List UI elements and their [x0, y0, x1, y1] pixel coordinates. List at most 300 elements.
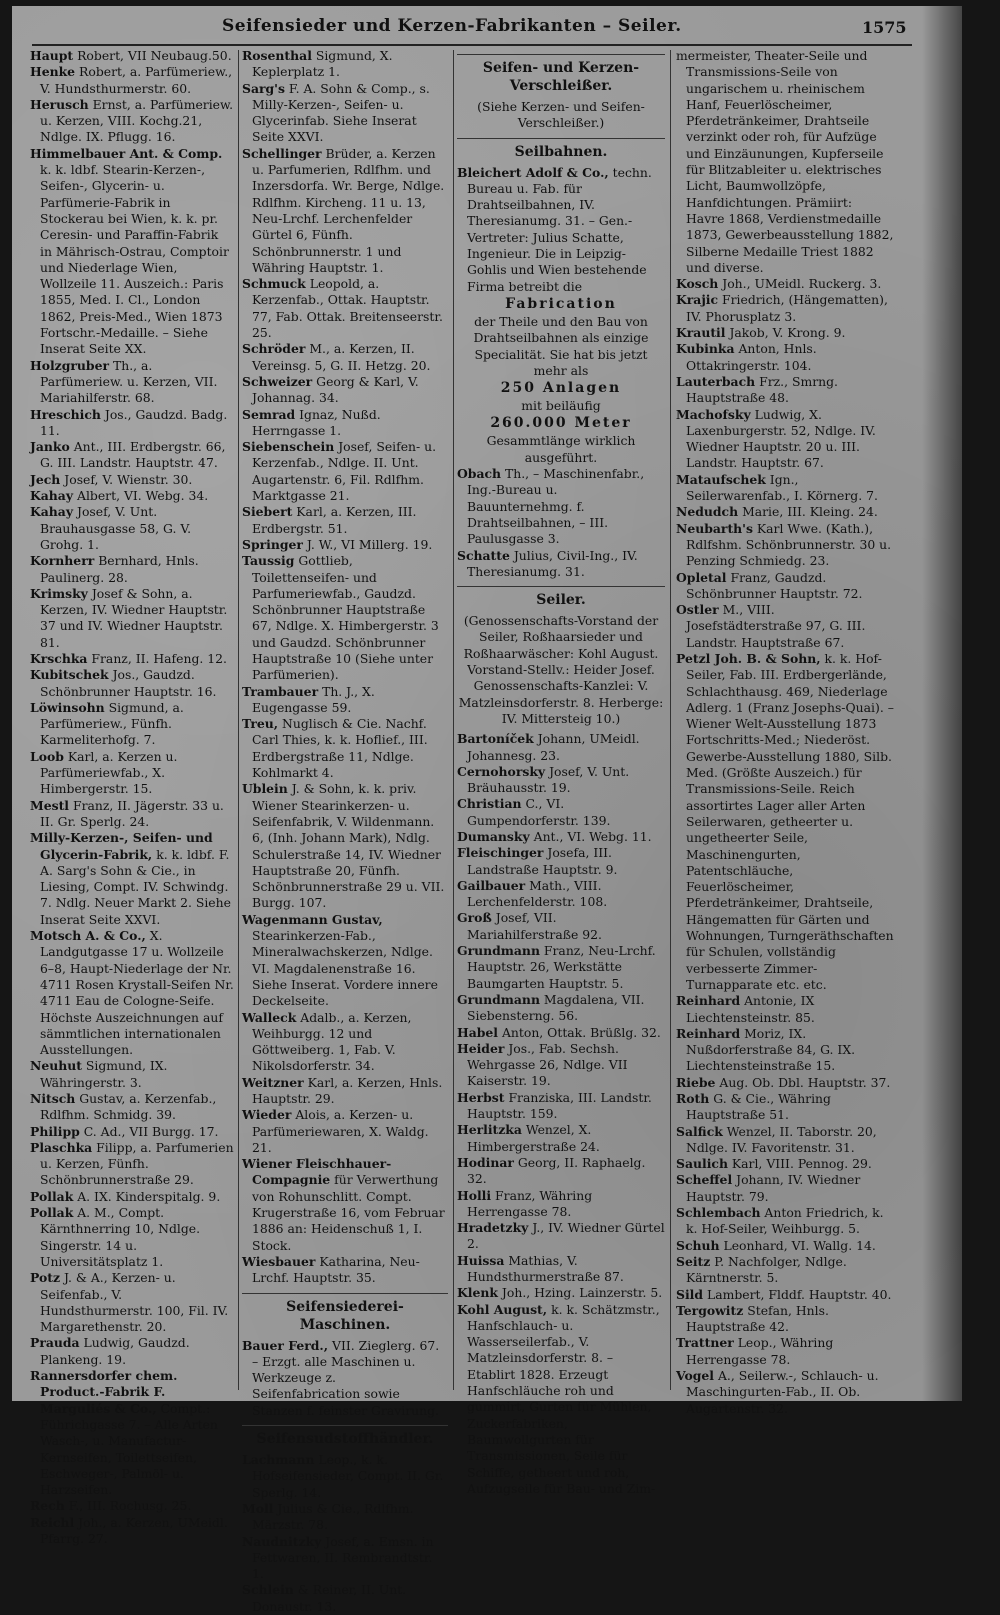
entry-name: Schweizer — [242, 373, 313, 389]
directory-entry — [457, 764, 665, 797]
entry-name: Fleischinger — [457, 845, 544, 861]
directory-entry — [676, 1156, 894, 1172]
entry-text: Johann, UMeidl. Johannesg. 23. — [467, 731, 640, 763]
entry-text: A. M., Compt. Kärnthnerring 10, Ndlge. Singerstr. 14 u. Universitätsplatz 1. — [40, 1205, 201, 1269]
entry-name: Herusch — [30, 96, 89, 112]
entry-name: Salfick — [676, 1123, 723, 1139]
entry-name: Rech — [30, 1498, 65, 1514]
entry-text: Sigmund, IX. Währingerstr. 3. — [40, 1058, 168, 1090]
entry-text: Franz, Gaudzd. Schönbrunner Hauptstr. 72. — [686, 569, 863, 601]
entry-text: VII. Zieglerg. 67. – Erzgt. alle Maschinen u. Werkzeuge z. Seifenfabrication sowie Stanzen f. feinster Gravirung. — [252, 1337, 440, 1418]
entry-text: Josef & Sohn, a. Kerzen, IV. Wiedner Hauptstr. 37 und IV. Wiedner Hauptstr. 81. — [40, 585, 228, 650]
entry-text: Robert, VII Neubaug.50. — [77, 48, 232, 63]
entry-name: Hreschich — [30, 406, 101, 422]
entry-text: G. & Cie., Währing Hauptstraße 51. — [686, 1091, 831, 1123]
entry-text: für Verwerthung von Rohunschlitt. Compt. Krugerstraße 16, vom Februar 1886 an: Heidenschuß 1, I. Stock. — [252, 1172, 445, 1253]
entry-name: Schlein — [242, 1582, 294, 1598]
directory-entry — [457, 1253, 665, 1286]
directory-entry — [242, 1010, 448, 1075]
entry-text: Marie, III. Kleing. 24. — [742, 504, 878, 520]
entry-text: C., VI. Gumpendorferstr. 139. — [467, 796, 611, 828]
section-heading: Seilbahnen. — [457, 138, 665, 161]
entry-text: k. k. ldbf. F. A. Sarg's Sohn & Cie., in Liesing, Compt. IV. Schwindg. 7. Ndlg. Neuer Markt 2. Siehe Inserat Seite XXVI. — [40, 846, 231, 927]
entry-name: Grundmann — [457, 991, 540, 1007]
advertisement-line: 260.000 Meter — [490, 415, 632, 432]
directory-entry — [676, 1075, 894, 1091]
entry-text: Josefa, III. Landstraße Hauptstr. 9. — [467, 845, 618, 877]
directory-entry — [457, 845, 665, 878]
entry-name: Seitz — [676, 1253, 711, 1269]
entry-text: Franziska, III. Landstr. Hauptstr. 159. — [467, 1089, 652, 1122]
entry-text: Georg, II. Raphaelg. 32. — [467, 1154, 646, 1187]
entry-text: J. & A., Kerzen- u. Seifenfab., V. Hundsthurmerstr. 100, Fil. IV. Margarethenstr. 20. — [40, 1270, 229, 1335]
entry-text: Franz, Währing Herrengasse 78. — [467, 1187, 593, 1219]
entry-text: Karl, a. Kerzen u. Parfümeriewfab., X. Himbergerstr. 15. — [40, 748, 178, 797]
entry-name: Henke — [30, 64, 76, 80]
directory-entry — [30, 1091, 234, 1124]
entry-name: Wiener Fleischhauer-Compagnie — [242, 1156, 392, 1188]
entry-text: Nuglisch & Cie. Nachf. Carl Thies, k. k. Hoflief., III. Erdbergstraße 11, Ndlge. Kohlmarkt 4. — [252, 716, 428, 781]
directory-entry — [676, 1303, 894, 1336]
directory-entry — [30, 407, 234, 440]
column-divider — [453, 50, 454, 1390]
entry-name: Vogel — [676, 1368, 714, 1384]
directory-entry — [242, 1075, 448, 1108]
entry-name: Moll — [242, 1500, 274, 1516]
entry-name: Siebert — [242, 504, 293, 520]
entry-text: Gottlieb, Toilettenseifen- und Parfumeriewfab., Gaudzd. Schönbrunner Hauptstraße 67, Ndlge. X. Himbergerstr. 3 und Gaudzd. Schönbrunner Hauptstraße 10 (Siehe unter Parfümerien). — [252, 553, 439, 683]
entry-name: Cernohorsky — [457, 763, 546, 779]
directory-entry — [30, 1124, 234, 1140]
section-heading: Seifen- und Kerzen-Verschleißer. — [457, 54, 665, 95]
entry-text: mermeister, Theater-Seile und Transmissions-Seile von ungarischem u. rheinischem Hanf, Feuerlöscheimer, Pferdetränkeimer, Drahtseile verzinkt oder roh, für Aufzüge und Einzäunungen, Kupferseile für Blitzableiter u. elektrisches Licht, Baumwollzöpfe, Hanfdichtungen. Prämiirt: Havre 1868, Verdienstmedaille 1873, Gewerbeausstellung 1882, Silberne Medaille Triest 1882 und diverse. — [676, 48, 894, 275]
entry-text: Jos., Fab. Sechsh. Wehrgasse 26, Ndlge. VII Kaiserstr. 19. — [467, 1040, 628, 1089]
entry-name: Christian — [457, 796, 522, 812]
directory-entry — [457, 1285, 665, 1301]
directory-entry — [676, 1287, 894, 1303]
section-note: (Siehe Kerzen- und Seifen-Verschleißer.) — [477, 99, 645, 131]
entry-name: Kohl August, — [457, 1301, 548, 1317]
entry-text: Antonie, IX Liechtensteinstr. 85. — [686, 993, 815, 1025]
directory-entry — [676, 602, 894, 651]
directory-entry — [242, 1338, 448, 1419]
directory-entry — [457, 829, 665, 845]
entry-name: Tergowitz — [676, 1302, 744, 1318]
entry-text: Josef, Seifen- u. Kerzenfab., Ndlge. II. Unt. Augartenstr. 6, Fil. Rdlfhm. Marktgasse 21. — [252, 439, 437, 504]
entry-text: Karl, VIII. Pennog. 29. — [731, 1156, 872, 1172]
entry-text: J., IV. Wiedner Gürtel 2. — [467, 1220, 665, 1252]
entry-text: Ignaz, Nußd. Herrngasse 1. — [252, 406, 381, 438]
entry-text: Franz, Neu-Lrchf. Hauptstr. 26, Werkstätte Baumgarten Hauptstr. 5. — [467, 943, 656, 991]
entry-name: Motsch A. & Co., — [30, 928, 146, 944]
entry-text: X. Landgutgasse 17 u. Wollzeile 6–8, Haupt-Niederlage der Nr. 4711 Rosen Krystall-Seifen Nr. 4711 Eau de Cologne-Seife. Höchste Auszeichnungen auf sämmtlichen internationalen Ausstellungen. — [40, 928, 234, 1058]
entry-name: Mestl — [30, 797, 70, 813]
entry-name: Ublein — [242, 781, 288, 797]
entry-text: Wenzel, X. Himbergerstraße 24. — [467, 1122, 600, 1154]
directory-entry — [457, 165, 665, 295]
entry-text: Magdalena, VII. Siebensterng. 56. — [467, 991, 645, 1024]
entry-text: Ludwig, X. Laxenburgerstr. 52, Ndlge. IV. Wiedner Hauptstr. 20 u. III. Landstr. Hauptstr. 67. — [686, 406, 876, 471]
directory-entry — [242, 341, 448, 374]
directory-entry — [676, 292, 894, 325]
entry-text: Josef, V. Unt. Bräuhausstr. 19. — [467, 763, 630, 796]
directory-entry — [676, 472, 894, 505]
entry-text: Leonhard, VI. Wallg. 14. — [723, 1237, 876, 1253]
section-note: (Genossenschafts-Vorstand der Seiler, Roßhaarsieder und Roßhaarwäscher: Kohl August. Vorstand-Stellv.: Heider Josef. Genossenschafts-Kanzlei: V. Matzleinsdorferstr. 8. Herberge: IV. Mittersteig 10.) — [458, 613, 664, 726]
directory-entry — [30, 64, 234, 97]
directory-entry — [242, 439, 448, 504]
directory-entry — [30, 1189, 234, 1205]
directory-entry — [242, 48, 448, 81]
directory-entry — [457, 1025, 665, 1041]
directory-entry — [676, 521, 894, 570]
entry-name: Krautil — [676, 325, 726, 341]
entry-text: Julius & Cie., Rdlfhm. Märzstr. 78. — [252, 1500, 414, 1533]
directory-entry — [242, 912, 448, 1010]
entry-text: Joh., Hzing. Lainzerstr. 5. — [501, 1285, 663, 1301]
directory-entry — [30, 472, 234, 488]
entry-text: Anton Friedrich, k. k. Hof-Seiler, Weihburgg. 5. — [686, 1205, 884, 1237]
entry-text: Katharina, Neu-Lrchf. Hauptstr. 35. — [252, 1253, 420, 1286]
entry-name: Neuhut — [30, 1058, 82, 1074]
entry-name: Rosenthal — [242, 48, 312, 63]
entry-name: Roth — [676, 1091, 710, 1106]
directory-entry — [30, 488, 234, 504]
directory-entry — [242, 1254, 448, 1287]
entry-name: Krimsky — [30, 585, 88, 601]
entry-text: Th. J., X. Eugengasse 59. — [252, 683, 375, 715]
page-number: 1575 — [862, 18, 907, 37]
directory-entry — [30, 586, 234, 651]
directory-entry — [30, 439, 234, 472]
entry-name: Sarg's — [242, 80, 285, 96]
entry-name: Klenk — [457, 1285, 498, 1301]
directory-entry — [676, 1368, 894, 1417]
entry-name: Pollak — [30, 1188, 74, 1204]
directory-entry — [30, 1498, 234, 1514]
entry-name: Grundmann — [457, 943, 540, 959]
entry-name: Bleichert Adolf & Co., — [457, 164, 609, 180]
directory-entry — [676, 504, 894, 520]
entry-text: techn. Bureau u. Fab. für Drahtseilbahnen, IV. Theresianumg. 31. – Gen.-Vertreter: Julius Schatte, Ingenieur. Die in Leipzig-Gohlis und Wien bestehende Firma betreibt die — [467, 164, 652, 294]
directory-entry — [30, 700, 234, 749]
entry-name: Herbst — [457, 1089, 505, 1105]
entry-name: Heider — [457, 1040, 505, 1056]
directory-entry — [676, 1091, 894, 1124]
entry-name: Schmuck — [242, 276, 306, 292]
directory-entry — [242, 716, 448, 781]
directory-entry — [676, 407, 894, 472]
entry-text: Anton, Ottak. Brüßlg. 32. — [501, 1024, 661, 1040]
entry-text: Jos., Gaudzd. Badg. 11. — [40, 406, 228, 438]
entry-name: Sild — [676, 1286, 704, 1302]
entry-text: A., Seilerw.-, Schlauch- u. Maschingurten-Fab., II. Ob. Augartenstr. 32. — [686, 1368, 879, 1416]
directory-entry — [676, 1238, 894, 1254]
entry-text: Josef, V. Wienstr. 30. — [64, 471, 193, 487]
entry-text: Ludwig, Gaudzd. Plankeng. 19. — [40, 1335, 190, 1367]
directory-entry — [242, 1156, 448, 1254]
entry-text: P. Nachfolger, Ndlge. Kärntnerstr. 5. — [686, 1253, 847, 1286]
directory-entry — [457, 466, 665, 547]
entry-text: k. k. Hof-Seiler, Fab. III. Erdbergerlände, Schlachthausg. 469, Niederlage Adlerg. 1 (Franz Josephs-Quai). – Wiener Welt-Ausstellung 1873 Fortschritts-Med.; Niederöst. Gewerbe-Ausstellung 1880, Silb. Med. (Größte Auszeich.) für Transmissions-Seile. Reich assortirtes Lager aller Arten Seilerwaren, getheerter u. ungetheerter Seile, Maschinengurten, Patentschläuche, Feuerlöscheimer, Pferdetränkeimer, Drahtseile, Hängematten für Gärten und Wohnungen, Turngeräthschaften für Schulen, vollständig verbesserte Zimmer-Turnapparate etc. etc. — [686, 650, 894, 992]
directory-entry — [676, 993, 894, 1026]
entry-name: Janko — [30, 439, 70, 455]
entry-text: Brüder, a. Kerzen u. Parfumerien, Rdlfhm. und Inzersdorfa. Wr. Berge, Ndlge. Rdlfhm. Kircheng. 11 u. 13, Neu-Lrchf. Lerchenfelder Gürtel 6, Fünfh. Schönbrunnerstr. 1 und Währing Hauptstr. 1. — [252, 145, 445, 275]
entry-text: Alois, a. Kerzen- u. Parfümeriewaren, X. Waldg. 21. — [252, 1107, 429, 1155]
entry-text: Karl, a. Kerzen, III. Erdbergstr. 51. — [252, 504, 417, 536]
entry-text: Leop., Währing Herrengasse 78. — [686, 1335, 834, 1367]
entry-text: Ernst, a. Parfümeriew. u. Kerzen, VIII. Kochg.21, Ndlge. IX. Pflugg. 16. — [40, 96, 234, 145]
entry-name: Plaschka — [30, 1139, 93, 1155]
entry-name: Semrad — [242, 406, 296, 422]
column-divider — [670, 50, 671, 1390]
entry-name: Hradetzky — [457, 1220, 529, 1236]
directory-entry — [676, 374, 894, 407]
directory-entry — [457, 731, 665, 764]
directory-entry — [676, 341, 894, 374]
entry-name: Nedudch — [676, 504, 739, 520]
directory-entry — [457, 910, 665, 943]
directory-entry — [30, 97, 234, 146]
entry-name: Schuh — [676, 1237, 720, 1253]
directory-entry — [242, 1452, 448, 1501]
entry-name: Obach — [457, 466, 502, 482]
directory-entry — [457, 943, 665, 992]
entry-text: Sigmund, a. Parfümeriew., Fünfh. Karmeliterhofg. 7. — [40, 699, 184, 748]
entry-name: Taussig — [242, 553, 295, 569]
entry-name: Haupt — [30, 48, 74, 63]
entry-text: M., VIII. Josefstädterstraße 97, G. III. Landstr. Hauptstraße 67. — [686, 602, 866, 650]
entry-name: Schatte — [457, 547, 510, 563]
entry-name: Mataufschek — [676, 471, 766, 487]
directory-entry — [676, 1124, 894, 1157]
section-heading: Seifensiederei-Maschinen. — [242, 1293, 448, 1334]
entry-text: Gustav, a. Kerzenfab., Rdlfhm. Schmidg. 39. — [40, 1091, 217, 1123]
entry-name: Saulich — [676, 1156, 728, 1172]
entry-name: Walleck — [242, 1009, 297, 1025]
directory-entry — [457, 1041, 665, 1090]
directory-entry — [30, 1270, 234, 1335]
entry-name: Himmelbauer Ant. & Comp. — [30, 145, 223, 161]
entry-text: Franz, II. Jägerstr. 33 u. II. Gr. Sperlg. 24. — [40, 797, 224, 829]
entry-name: Milly-Kerzen-, Seifen- und Glycerin-Fabrik, — [30, 830, 213, 862]
section-heading: Seiler. — [457, 586, 665, 609]
directory-entry — [30, 146, 234, 358]
entry-text: Math., VIII. Lerchenfelderstr. 108. — [467, 877, 608, 910]
entry-name: Prauda — [30, 1335, 80, 1351]
entry-text: Ant., VI. Webg. 11. — [533, 828, 652, 844]
entry-name: Scheffel — [676, 1172, 733, 1188]
entry-text: Julius, Civil-Ing., IV. Theresianumg. 31. — [467, 547, 638, 579]
directory-entry — [457, 1220, 665, 1253]
entry-name: Kubitschek — [30, 667, 109, 683]
directory-page — [12, 6, 962, 1614]
entry-text: Th., – Maschinenfabr., Ing.-Bureau u. Bauunternehmg. f. Drahtseilbahnen, – III. Paulusgasse 3. — [467, 466, 645, 547]
entry-text: k. k. Schätzmstr., Hanfschlauch- u. Wasserseilerfab., V. Matzleinsdorferstr. 8. – Etablirt 1828. Erzeugt Hanfschläuche roh und gummirt, Gurten für Mühlen, Zuckerfabriken, Baumwollgurten für Transmissionen, Seile für Schiffe, getheert und roh, Aufzugseile für Bau- und Zim- — [467, 1301, 660, 1496]
directory-entry — [457, 796, 665, 829]
directory-entry — [676, 1026, 894, 1075]
entry-text: Karl Wwe. (Kath.), Rdlfshm. Schönbrunnerstr. 30 u. Penzing Schmiedg. 23. — [686, 520, 892, 569]
entry-name: Rannersdorfer chem. Product.-Fabrik F. Marguliés & Co., — [30, 1368, 178, 1416]
entry-text: M., a. Kerzen, II. Vereinsg. 5, G. II. Hetzg. 20. — [252, 341, 431, 373]
entry-name: Reinhard — [676, 1025, 741, 1041]
entry-name: Herlitzka — [457, 1122, 522, 1138]
entry-name: Holli — [457, 1187, 492, 1203]
entry-name: Kubinka — [676, 341, 735, 357]
entry-name: Treu, — [242, 716, 279, 732]
entry-text: Th., a. Parfümeriew. u. Kerzen, VII. Mariahilferstr. 68. — [40, 357, 218, 406]
directory-entry — [30, 798, 234, 831]
column-2 — [242, 48, 448, 1614]
directory-entry — [457, 1090, 665, 1123]
entry-text: Lambert, Flddf. Hauptstr. 40. — [706, 1286, 892, 1302]
entry-name: Kosch — [676, 276, 719, 292]
directory-entry — [30, 667, 234, 700]
directory-entry — [457, 878, 665, 911]
entry-text: Filipp, a. Parfumerien u. Kerzen, Fünfh. Schönbrunnerstraße 29. — [40, 1139, 234, 1188]
directory-entry — [676, 325, 894, 341]
directory-entry — [242, 1501, 448, 1534]
directory-entry — [30, 553, 234, 586]
directory-entry — [242, 407, 448, 440]
directory-entry — [30, 651, 234, 667]
entry-name: Trambauer — [242, 683, 319, 699]
directory-entry — [242, 537, 448, 553]
entry-text: Leop., k. k. Hofseifensieder, Compt. II. Gr. Sperlg. 14. — [252, 1452, 444, 1500]
directory-entry — [242, 553, 448, 683]
entry-text: F., III. Rochusg. 25. — [68, 1498, 192, 1514]
directory-entry — [242, 374, 448, 407]
entry-text: Joh., UMeidl. Ruckerg. 3. — [722, 276, 882, 292]
entry-text: Moriz, IX. Nußdorferstraße 84, G. IX. Liechtensteinstraße 15. — [686, 1025, 856, 1074]
directory-entry — [30, 1515, 234, 1548]
entry-text: Ign., Seilerwarenfab., I. Körnerg. 7. — [686, 471, 878, 504]
directory-entry — [30, 830, 234, 928]
entry-text: Mathias, V. Hundsthurmerstraße 87. — [467, 1252, 624, 1284]
entry-name: Wagenmann Gustav, — [242, 911, 383, 927]
directory-entry — [242, 146, 448, 276]
directory-entry — [676, 570, 894, 603]
entry-name: Kornherr — [30, 553, 95, 569]
entry-name: Wiesbauer — [242, 1253, 316, 1269]
directory-entry — [30, 749, 234, 798]
entry-name: Krajic — [676, 292, 719, 308]
advertisement-line: Gesammtlänge wirklich ausgeführt. — [486, 433, 636, 465]
entry-name: Jech — [30, 471, 61, 487]
entry-text: & Reiner, II. Unt. Donaustr. 13. — [252, 1582, 407, 1614]
entry-text: J. W., VI Millerg. 19. — [306, 536, 433, 552]
entry-name: Wieder — [242, 1107, 292, 1123]
entry-name: Philipp — [30, 1123, 80, 1139]
entry-name: Krschka — [30, 650, 88, 666]
section-heading: Seifensudstoffhändler. — [242, 1425, 448, 1448]
advertisement-line: der Theile und den Bau von Drahtseilbahnen als einzige Specialität. Sie hat bis jetzt mehr als — [473, 313, 649, 378]
entry-name: Groß — [457, 910, 492, 926]
directory-entry — [457, 1302, 665, 1498]
directory-entry — [242, 81, 448, 146]
entry-text: Anton, Hnls. Ottakringerstr. 104. — [686, 341, 817, 373]
directory-entry — [30, 928, 234, 1058]
entry-name: Opletal — [676, 569, 727, 585]
entry-text: Bernhard, Hnls. Paulinerg. 28. — [40, 553, 199, 585]
entry-name: Hodinar — [457, 1154, 514, 1170]
entry-text: Franz, II. Hafeng. 12. — [91, 650, 227, 666]
directory-entry — [30, 1335, 234, 1368]
entry-name: Trattner — [676, 1335, 734, 1351]
entry-text: Jos., Gaudzd. Schönbrunner Hauptstr. 16. — [40, 667, 217, 699]
entry-text: Josef, a. Emsn. in Fettwaren, II. Rembrandtstr. 1. — [252, 1533, 434, 1582]
directory-entry — [676, 276, 894, 292]
entry-name: Neubarth's — [676, 520, 753, 536]
entry-name: Riebe — [676, 1074, 716, 1090]
entry-name: Loob — [30, 748, 64, 764]
entry-text: Stearinkerzen-Fab., Mineralwachskerzen, Ndlge. VI. Magdalenenstraße 16. Siehe Inserat. Vordere innere Deckelseite. — [252, 928, 438, 1009]
entry-text: Johann, IV. Wiedner Hauptstr. 79. — [686, 1172, 861, 1204]
entry-text: F. A. Sohn & Comp., s. Milly-Kerzen-, Seifen- u. Glycerinfab. Siehe Inserat Seite XXVI. — [252, 80, 430, 145]
directory-entry — [30, 48, 234, 64]
entry-name: Habel — [457, 1024, 498, 1040]
entry-name: Lachmann — [242, 1452, 315, 1468]
directory-entry — [30, 358, 234, 407]
advertisement-line: Fabrication — [505, 295, 617, 312]
entry-name: Huissa — [457, 1252, 505, 1268]
entry-text: Wenzel, II. Taborstr. 20, Ndlge. IV. Favoritenstr. 31. — [686, 1123, 877, 1155]
entry-name: Holzgruber — [30, 357, 109, 373]
directory-entry — [30, 504, 234, 553]
directory-entry — [30, 1058, 234, 1091]
entry-text: Albert, VI. Webg. 34. — [77, 488, 209, 504]
entry-name: Lauterbach — [676, 373, 756, 389]
directory-entry — [242, 1534, 448, 1583]
entry-text: Adalb., a. Kerzen, Weihburgg. 12 und Göttweiberg. 1, Fab. V. Nikolsdorferstr. 34. — [252, 1009, 412, 1074]
directory-entry — [676, 651, 894, 993]
entry-name: Schlembach — [676, 1205, 761, 1221]
directory-entry — [676, 1254, 894, 1287]
entry-text: Ant., III. Erdbergstr. 66, G. III. Landstr. Hauptstr. 47. — [40, 439, 226, 471]
entry-name: Weitzner — [242, 1074, 304, 1090]
entry-text: Jakob, V. Krong. 9. — [729, 325, 846, 341]
column-divider — [238, 50, 239, 1390]
directory-entry — [457, 1122, 665, 1155]
entry-text: C. Ad., VII Burgg. 17. — [83, 1123, 219, 1139]
entry-text: Georg & Karl, V. Johannag. 34. — [252, 373, 419, 406]
entry-text: Josef, VII. Mariahilferstraße 92. — [467, 910, 602, 942]
entry-text: Karl, a. Kerzen, Hnls. Hauptstr. 29. — [252, 1074, 443, 1106]
entry-text: Sigmund, X. Keplerplatz 1. — [252, 48, 393, 80]
entry-name: Naudnitzky — [242, 1533, 322, 1549]
directory-entry — [676, 1205, 894, 1238]
entry-text: Leopold, a. Kerzenfab., Ottak. Hauptstr. 77, Fab. Ottak. Breitenseerstr. 25. — [252, 276, 443, 341]
directory-entry — [242, 276, 448, 341]
column-3 — [457, 48, 665, 1496]
column-4 — [676, 48, 894, 1416]
entry-text: A. IX. Kinderspitalg. 9. — [77, 1188, 221, 1204]
page-header — [12, 6, 962, 42]
entry-name: Machofsky — [676, 406, 751, 422]
entry-name: Löwinsohn — [30, 699, 105, 715]
entry-name: Reichl — [30, 1514, 75, 1530]
entry-name: Siebenschein — [242, 439, 335, 455]
entry-name: Kahay — [30, 504, 74, 520]
entry-name: Dumansky — [457, 828, 530, 844]
directory-entry — [676, 48, 894, 276]
entry-name: Schellinger — [242, 145, 322, 161]
directory-entry — [457, 992, 665, 1025]
entry-text: Joh., a. Kerzen, UMeidl. Pfarrg. 27. — [40, 1514, 228, 1547]
entry-name: Bauer Ferd., — [242, 1337, 329, 1353]
entry-name: Schröder — [242, 341, 306, 357]
entry-name: Nitsch — [30, 1091, 76, 1106]
